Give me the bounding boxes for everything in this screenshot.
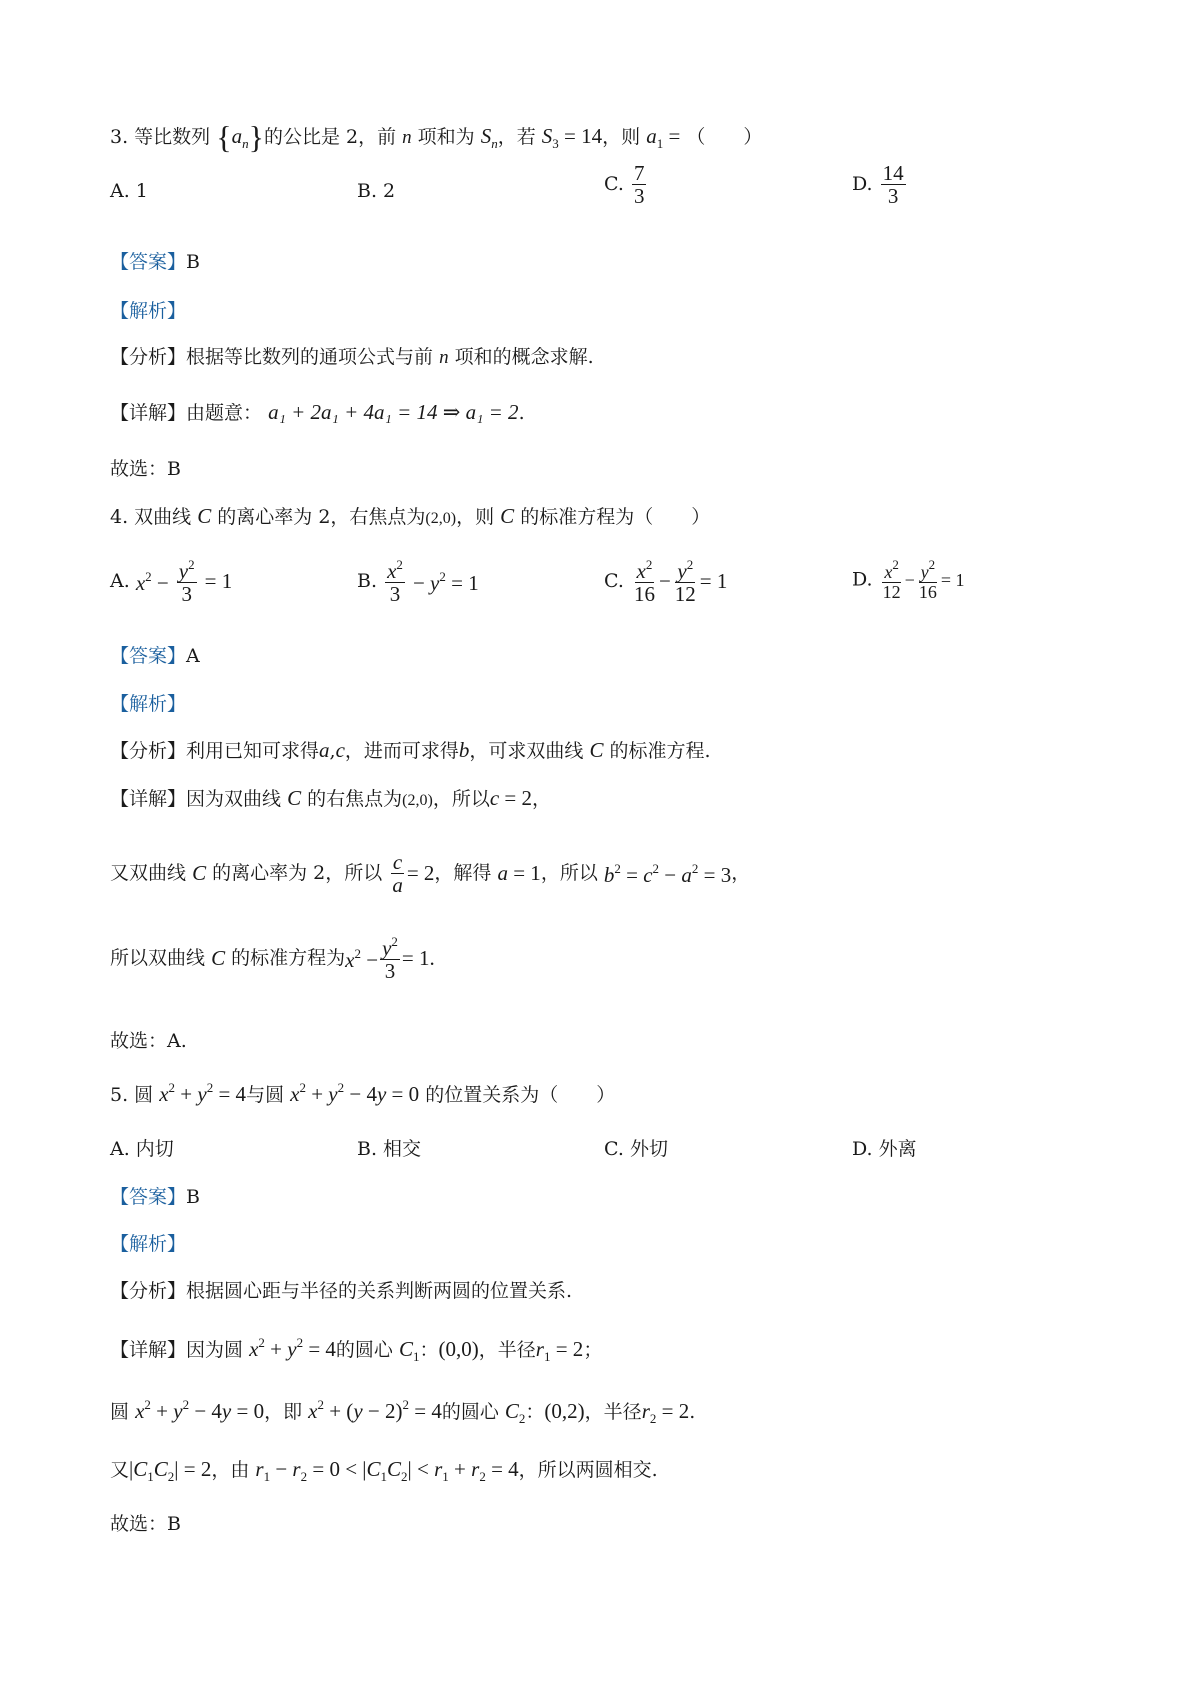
q3-stem: 3. 等比数列 $\{a_n\}$的公比是 2，前 n 项和为 $S_n$，若 $S_3 = 14$，则 $a_1$ = （ ） xyxy=(110,119,763,155)
q3-option-b: B. 2 xyxy=(357,180,396,202)
q3-option-c: C. $\frac{7}{3}$ xyxy=(604,161,645,209)
q5-option-a: A. 内切 xyxy=(110,1138,174,1160)
q5-fenxi: 【分析】根据圆心距与半径的关系判断两圆的位置关系. xyxy=(110,1280,573,1302)
q3-option-d-fraction: $\frac{14}{3}$ xyxy=(882,161,904,209)
q4-stem: 4. 双曲线 C 的离心率为 2，右焦点为(2,0)，则 C 的标准方程为（ ） xyxy=(110,504,711,528)
q3-fenxi: 【分析】根据等比数列的通项公式与前 n 项和的概念求解. xyxy=(110,346,594,368)
q4-option-a: A. $x^2$ − $\frac{y^2}{3}$ = 1 xyxy=(110,557,233,607)
q4-option-c: C. $\frac{x^2}{16}$ − $\frac{y^2}{12}$ = 1 xyxy=(604,557,728,607)
q4-answer: 【答案】A xyxy=(110,645,200,667)
q3-option-a: A. 1 xyxy=(110,180,148,202)
q5-xiangjie: 【详解】因为圆 $x^2 + y^2 = 4$的圆心 $C_1$：(0,0)，半径$r_1 = 2$； xyxy=(110,1335,603,1364)
q4-option-b: B. $\frac{x^2}{3}$ − $y^2 = 1$ xyxy=(357,557,479,607)
q5-analysis-tag: 【解析】 xyxy=(110,1233,187,1255)
q4-line3: 所以双曲线 C 的标准方程为$x^2$ − $\frac{y^2}{3}$ = 1. xyxy=(110,934,435,984)
q5-line3: 又$|C_1C_2| = 2$，由 $r_1 - r_2 = 0 < |C_1C_2| < r_1 + r_2 = 4$，所以两圆相交. xyxy=(110,1457,658,1484)
q3-answer: 【答案】B xyxy=(110,251,200,273)
q5-line2: 圆 $x^2 + y^2 - 4y = 0$，即 $x^2 + (y - 2)^2 = 4$的圆心 $C_2$：(0,2)，半径$r_2 = 2$. xyxy=(110,1397,696,1426)
q4-choose: 故选：A. xyxy=(110,1030,187,1052)
q4-analysis-tag: 【解析】 xyxy=(110,693,187,715)
q5-answer: 【答案】B xyxy=(110,1186,200,1208)
q3-option-c-fraction: $\frac{7}{3}$ xyxy=(633,161,645,209)
q3-xiangjie: 【详解】由题意： a₁ + 2a₁ + 4a₁ = 14 ⇒ a₁ = 2. xyxy=(110,400,525,424)
q5-option-b: B. 相交 xyxy=(357,1138,422,1160)
q4-fenxi: 【分析】利用已知可求得a,c，进而可求得b，可求双曲线 C 的标准方程. xyxy=(110,738,711,762)
q3-choose: 故选：B xyxy=(110,458,181,480)
q5-option-d: D. 外离 xyxy=(852,1138,917,1160)
q5-option-c: C. 外切 xyxy=(604,1138,668,1160)
q3-analysis-tag: 【解析】 xyxy=(110,300,187,322)
q4-option-d: D. $\frac{x^2}{12}$ − $\frac{y^2}{16}$ = 1 xyxy=(852,557,965,602)
q5-choose: 故选：B xyxy=(110,1513,181,1535)
q4-line2: 又双曲线 C 的离心率为 2，所以 $\frac{c}{a}$ = 2，解得 a = 1，所以 $b^2 = c^2 - a^2 = 3$， xyxy=(110,850,751,898)
q5-stem: 5. 圆 $x^2 + y^2 = 4$与圆 $x^2 + y^2 - 4y = 0$ 的位置关系为（ ） xyxy=(110,1080,616,1106)
q3-option-d: D. $\frac{14}{3}$ xyxy=(852,161,904,209)
q4-xiangjie: 【详解】因为双曲线 C 的右焦点为(2,0)，所以c = 2， xyxy=(110,786,552,810)
